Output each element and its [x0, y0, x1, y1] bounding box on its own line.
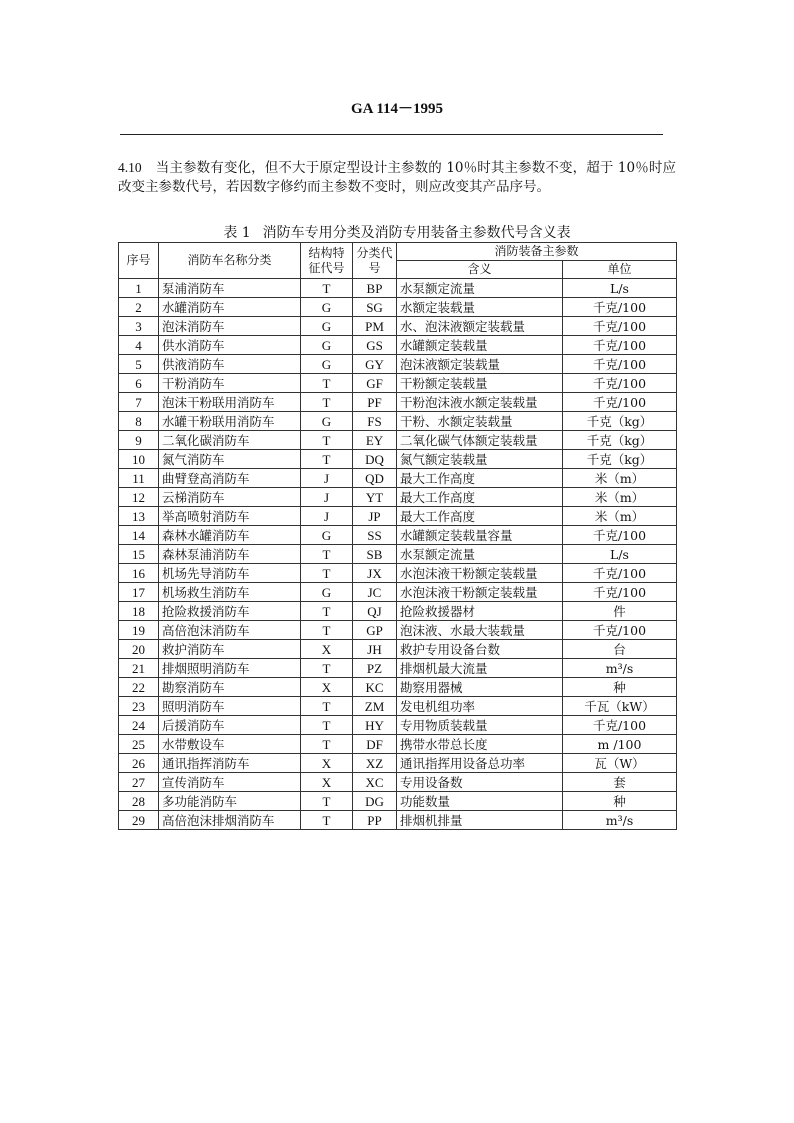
table-row [119, 336, 677, 355]
row-structure-code: G [301, 583, 353, 602]
row-vehicle-name: 救护消防车 [159, 640, 301, 659]
row-vehicle-name: 后援消防车 [159, 716, 301, 735]
row-vehicle-name: 抢险救援消防车 [159, 602, 301, 621]
row-param-unit: m /100 [563, 735, 677, 754]
header-class-code: 分类代号 [353, 243, 397, 279]
row-param-meaning: 抢险救援器材 [397, 602, 563, 621]
row-vehicle-name: 供液消防车 [159, 355, 301, 374]
row-serial: 9 [119, 431, 159, 450]
row-param-unit: 千克（kg） [563, 412, 677, 431]
row-param-meaning: 二氧化碳气体额定装载量 [397, 431, 563, 450]
row-serial: 19 [119, 621, 159, 640]
row-serial: 16 [119, 564, 159, 583]
row-structure-code: T [301, 659, 353, 678]
row-vehicle-name: 氮气消防车 [159, 450, 301, 469]
row-vehicle-name: 宣传消防车 [159, 773, 301, 792]
row-param-meaning: 专用设备数 [397, 773, 563, 792]
row-class-code: SG [353, 298, 397, 317]
row-param-meaning: 水、泡沫液额定装载量 [397, 317, 563, 336]
row-class-code: GP [353, 621, 397, 640]
row-param-meaning: 救护专用设备台数 [397, 640, 563, 659]
row-class-code: ZM [353, 697, 397, 716]
row-structure-code: T [301, 735, 353, 754]
row-serial: 7 [119, 393, 159, 412]
row-param-unit: 千克/100 [563, 526, 677, 545]
row-param-meaning: 水泵额定流量 [397, 279, 563, 298]
row-class-code: JC [353, 583, 397, 602]
header-serial: 序号 [119, 243, 159, 279]
row-class-code: DG [353, 792, 397, 811]
table-row [119, 716, 677, 735]
row-structure-code: T [301, 450, 353, 469]
header-unit: 单位 [563, 261, 677, 279]
row-structure-code: G [301, 412, 353, 431]
table-caption [118, 224, 676, 242]
table-row [119, 697, 677, 716]
row-class-code: XZ [353, 754, 397, 773]
row-param-unit: 米（m） [563, 469, 677, 488]
row-structure-code: X [301, 773, 353, 792]
row-vehicle-name: 高倍泡沫排烟消防车 [159, 811, 301, 830]
row-vehicle-name: 多功能消防车 [159, 792, 301, 811]
row-vehicle-name: 泡沫消防车 [159, 317, 301, 336]
table-row [119, 678, 677, 697]
row-param-unit: 米（m） [563, 507, 677, 526]
row-param-unit: m³/s [563, 659, 677, 678]
row-serial: 12 [119, 488, 159, 507]
row-param-meaning: 泡沫液、水最大装载量 [397, 621, 563, 640]
row-serial: 14 [119, 526, 159, 545]
row-param-unit: L/s [563, 279, 677, 298]
row-serial: 21 [119, 659, 159, 678]
row-vehicle-name: 水罐消防车 [159, 298, 301, 317]
row-param-meaning: 水额定装载量 [397, 298, 563, 317]
row-vehicle-name: 曲臂登高消防车 [159, 469, 301, 488]
row-param-unit: 千克/100 [563, 716, 677, 735]
row-vehicle-name: 高倍泡沫消防车 [159, 621, 301, 640]
row-vehicle-name: 通讯指挥消防车 [159, 754, 301, 773]
table-row [119, 564, 677, 583]
row-serial: 15 [119, 545, 159, 564]
row-serial: 26 [119, 754, 159, 773]
row-structure-code: J [301, 507, 353, 526]
vehicle-code-table [118, 242, 677, 830]
row-class-code: SS [353, 526, 397, 545]
row-param-unit: 套 [563, 773, 677, 792]
row-param-meaning: 泡沫液额定装载量 [397, 355, 563, 374]
clause-number: 4.10 [118, 160, 142, 175]
row-param-unit: 瓦（W） [563, 754, 677, 773]
row-param-meaning: 干粉、水额定装载量 [397, 412, 563, 431]
header-meaning: 含义 [397, 261, 563, 279]
table-row [119, 279, 677, 298]
row-serial: 22 [119, 678, 159, 697]
row-class-code: QD [353, 469, 397, 488]
row-param-unit: 千瓦（kW） [563, 697, 677, 716]
table-row [119, 374, 677, 393]
row-vehicle-name: 干粉消防车 [159, 374, 301, 393]
row-serial: 11 [119, 469, 159, 488]
table-row [119, 811, 677, 830]
row-structure-code: T [301, 545, 353, 564]
row-serial: 13 [119, 507, 159, 526]
row-class-code: PP [353, 811, 397, 830]
row-serial: 4 [119, 336, 159, 355]
row-vehicle-name: 机场先导消防车 [159, 564, 301, 583]
table-row [119, 583, 677, 602]
row-param-unit: 千克（kg） [563, 431, 677, 450]
table-row [119, 659, 677, 678]
row-structure-code: G [301, 526, 353, 545]
row-structure-code: T [301, 431, 353, 450]
row-param-meaning: 专用物质装载量 [397, 716, 563, 735]
table-body [119, 279, 677, 830]
row-class-code: QJ [353, 602, 397, 621]
table-row [119, 393, 677, 412]
row-structure-code: T [301, 279, 353, 298]
row-vehicle-name: 供水消防车 [159, 336, 301, 355]
table-row [119, 317, 677, 336]
clause-paragraph [118, 158, 676, 197]
row-serial: 3 [119, 317, 159, 336]
row-param-unit: 千克/100 [563, 374, 677, 393]
document-code-header: GA 114－1995 [350, 101, 444, 117]
row-class-code: DQ [353, 450, 397, 469]
row-vehicle-name: 水带敷设车 [159, 735, 301, 754]
row-param-unit: 千克/100 [563, 298, 677, 317]
header-vehicle-name: 消防车名称分类 [159, 243, 301, 279]
row-vehicle-name: 泡沫干粉联用消防车 [159, 393, 301, 412]
row-vehicle-name: 举高喷射消防车 [159, 507, 301, 526]
table-row [119, 412, 677, 431]
row-class-code: GY [353, 355, 397, 374]
row-serial: 28 [119, 792, 159, 811]
row-serial: 10 [119, 450, 159, 469]
row-param-unit: 种 [563, 792, 677, 811]
row-structure-code: J [301, 488, 353, 507]
row-structure-code: G [301, 317, 353, 336]
table-row [119, 754, 677, 773]
row-structure-code: X [301, 678, 353, 697]
row-param-meaning: 功能数量 [397, 792, 563, 811]
row-structure-code: T [301, 716, 353, 735]
row-param-unit: m³/s [563, 811, 677, 830]
row-param-meaning: 水罐额定装载量容量 [397, 526, 563, 545]
header-rule [120, 134, 663, 135]
row-structure-code: T [301, 621, 353, 640]
row-serial: 8 [119, 412, 159, 431]
row-vehicle-name: 森林水罐消防车 [159, 526, 301, 545]
row-param-meaning: 氮气额定装载量 [397, 450, 563, 469]
row-structure-code: T [301, 697, 353, 716]
table-row [119, 526, 677, 545]
row-class-code: BP [353, 279, 397, 298]
row-param-meaning: 通讯指挥用设备总功率 [397, 754, 563, 773]
row-structure-code: X [301, 754, 353, 773]
row-param-unit: 件 [563, 602, 677, 621]
row-param-meaning: 水泡沫液干粉额定装载量 [397, 583, 563, 602]
row-class-code: SB [353, 545, 397, 564]
row-vehicle-name: 排烟照明消防车 [159, 659, 301, 678]
row-param-unit: 千克/100 [563, 355, 677, 374]
row-param-meaning: 最大工作高度 [397, 488, 563, 507]
row-serial: 25 [119, 735, 159, 754]
row-structure-code: T [301, 564, 353, 583]
row-serial: 24 [119, 716, 159, 735]
row-param-meaning: 水泡沫液干粉额定装载量 [397, 564, 563, 583]
row-param-unit: 千克/100 [563, 393, 677, 412]
row-vehicle-name: 照明消防车 [159, 697, 301, 716]
table-row [119, 431, 677, 450]
row-param-unit: 种 [563, 678, 677, 697]
table-title: 消防车专用分类及消防专用装备主参数代号含义表 [262, 225, 571, 241]
row-serial: 23 [119, 697, 159, 716]
row-serial: 18 [119, 602, 159, 621]
row-param-meaning: 勘察用器械 [397, 678, 563, 697]
row-param-unit: 千克（kg） [563, 450, 677, 469]
row-structure-code: T [301, 602, 353, 621]
clause-text: 当主参数有变化，但不大于原定型设计主参数的 10％时其主参数不变，超于 10％时应改变主参数代号，若因数字修约而主参数不变时，则应改变其产品序号。 [118, 160, 676, 195]
row-param-meaning: 排烟机排量 [397, 811, 563, 830]
row-class-code: HY [353, 716, 397, 735]
row-class-code: JH [353, 640, 397, 659]
row-param-meaning: 发电机组功率 [397, 697, 563, 716]
row-class-code: YT [353, 488, 397, 507]
row-serial: 1 [119, 279, 159, 298]
table-row [119, 545, 677, 564]
row-vehicle-name: 机场救生消防车 [159, 583, 301, 602]
row-param-meaning: 最大工作高度 [397, 507, 563, 526]
row-class-code: JP [353, 507, 397, 526]
row-param-meaning: 干粉额定装载量 [397, 374, 563, 393]
row-serial: 27 [119, 773, 159, 792]
row-class-code: XC [353, 773, 397, 792]
header-structure-code: 结构特征代号 [301, 243, 353, 279]
row-serial: 17 [119, 583, 159, 602]
row-structure-code: J [301, 469, 353, 488]
row-class-code: GF [353, 374, 397, 393]
row-param-unit: 千克/100 [563, 336, 677, 355]
row-serial: 2 [119, 298, 159, 317]
row-structure-code: G [301, 336, 353, 355]
row-vehicle-name: 二氧化碳消防车 [159, 431, 301, 450]
row-structure-code: T [301, 374, 353, 393]
row-serial: 6 [119, 374, 159, 393]
table-row [119, 469, 677, 488]
row-class-code: FS [353, 412, 397, 431]
row-param-unit: 千克/100 [563, 564, 677, 583]
table-row [119, 735, 677, 754]
row-param-unit: 米（m） [563, 488, 677, 507]
row-class-code: DF [353, 735, 397, 754]
row-serial: 20 [119, 640, 159, 659]
row-class-code: PF [353, 393, 397, 412]
row-class-code: PM [353, 317, 397, 336]
row-class-code: PZ [353, 659, 397, 678]
table-row [119, 602, 677, 621]
row-vehicle-name: 森林泵浦消防车 [159, 545, 301, 564]
table-number: 表 1 [223, 225, 251, 241]
row-structure-code: T [301, 393, 353, 412]
row-structure-code: X [301, 640, 353, 659]
table-row [119, 298, 677, 317]
row-param-unit: 千克/100 [563, 621, 677, 640]
row-serial: 5 [119, 355, 159, 374]
row-param-unit: 台 [563, 640, 677, 659]
row-param-meaning: 水泵额定流量 [397, 545, 563, 564]
table-row [119, 773, 677, 792]
table-row [119, 507, 677, 526]
row-class-code: JX [353, 564, 397, 583]
row-vehicle-name: 云梯消防车 [159, 488, 301, 507]
row-param-meaning: 干粉泡沫液水额定装载量 [397, 393, 563, 412]
row-serial: 29 [119, 811, 159, 830]
table-row [119, 355, 677, 374]
row-param-unit: 千克/100 [563, 317, 677, 336]
row-vehicle-name: 水罐干粉联用消防车 [159, 412, 301, 431]
row-param-unit: L/s [563, 545, 677, 564]
header-main-params: 消防装备主参数 [397, 243, 677, 261]
table-row [119, 450, 677, 469]
table-row [119, 488, 677, 507]
row-class-code: GS [353, 336, 397, 355]
row-vehicle-name: 泵浦消防车 [159, 279, 301, 298]
row-structure-code: G [301, 298, 353, 317]
row-param-meaning: 排烟机最大流量 [397, 659, 563, 678]
table-row [119, 621, 677, 640]
row-param-meaning: 水罐额定装载量 [397, 336, 563, 355]
row-structure-code: T [301, 811, 353, 830]
row-param-meaning: 最大工作高度 [397, 469, 563, 488]
row-structure-code: T [301, 792, 353, 811]
row-param-meaning: 携带水带总长度 [397, 735, 563, 754]
table-row [119, 640, 677, 659]
row-vehicle-name: 勘察消防车 [159, 678, 301, 697]
row-structure-code: G [301, 355, 353, 374]
table-row [119, 792, 677, 811]
row-param-unit: 千克/100 [563, 583, 677, 602]
row-class-code: KC [353, 678, 397, 697]
row-class-code: EY [353, 431, 397, 450]
